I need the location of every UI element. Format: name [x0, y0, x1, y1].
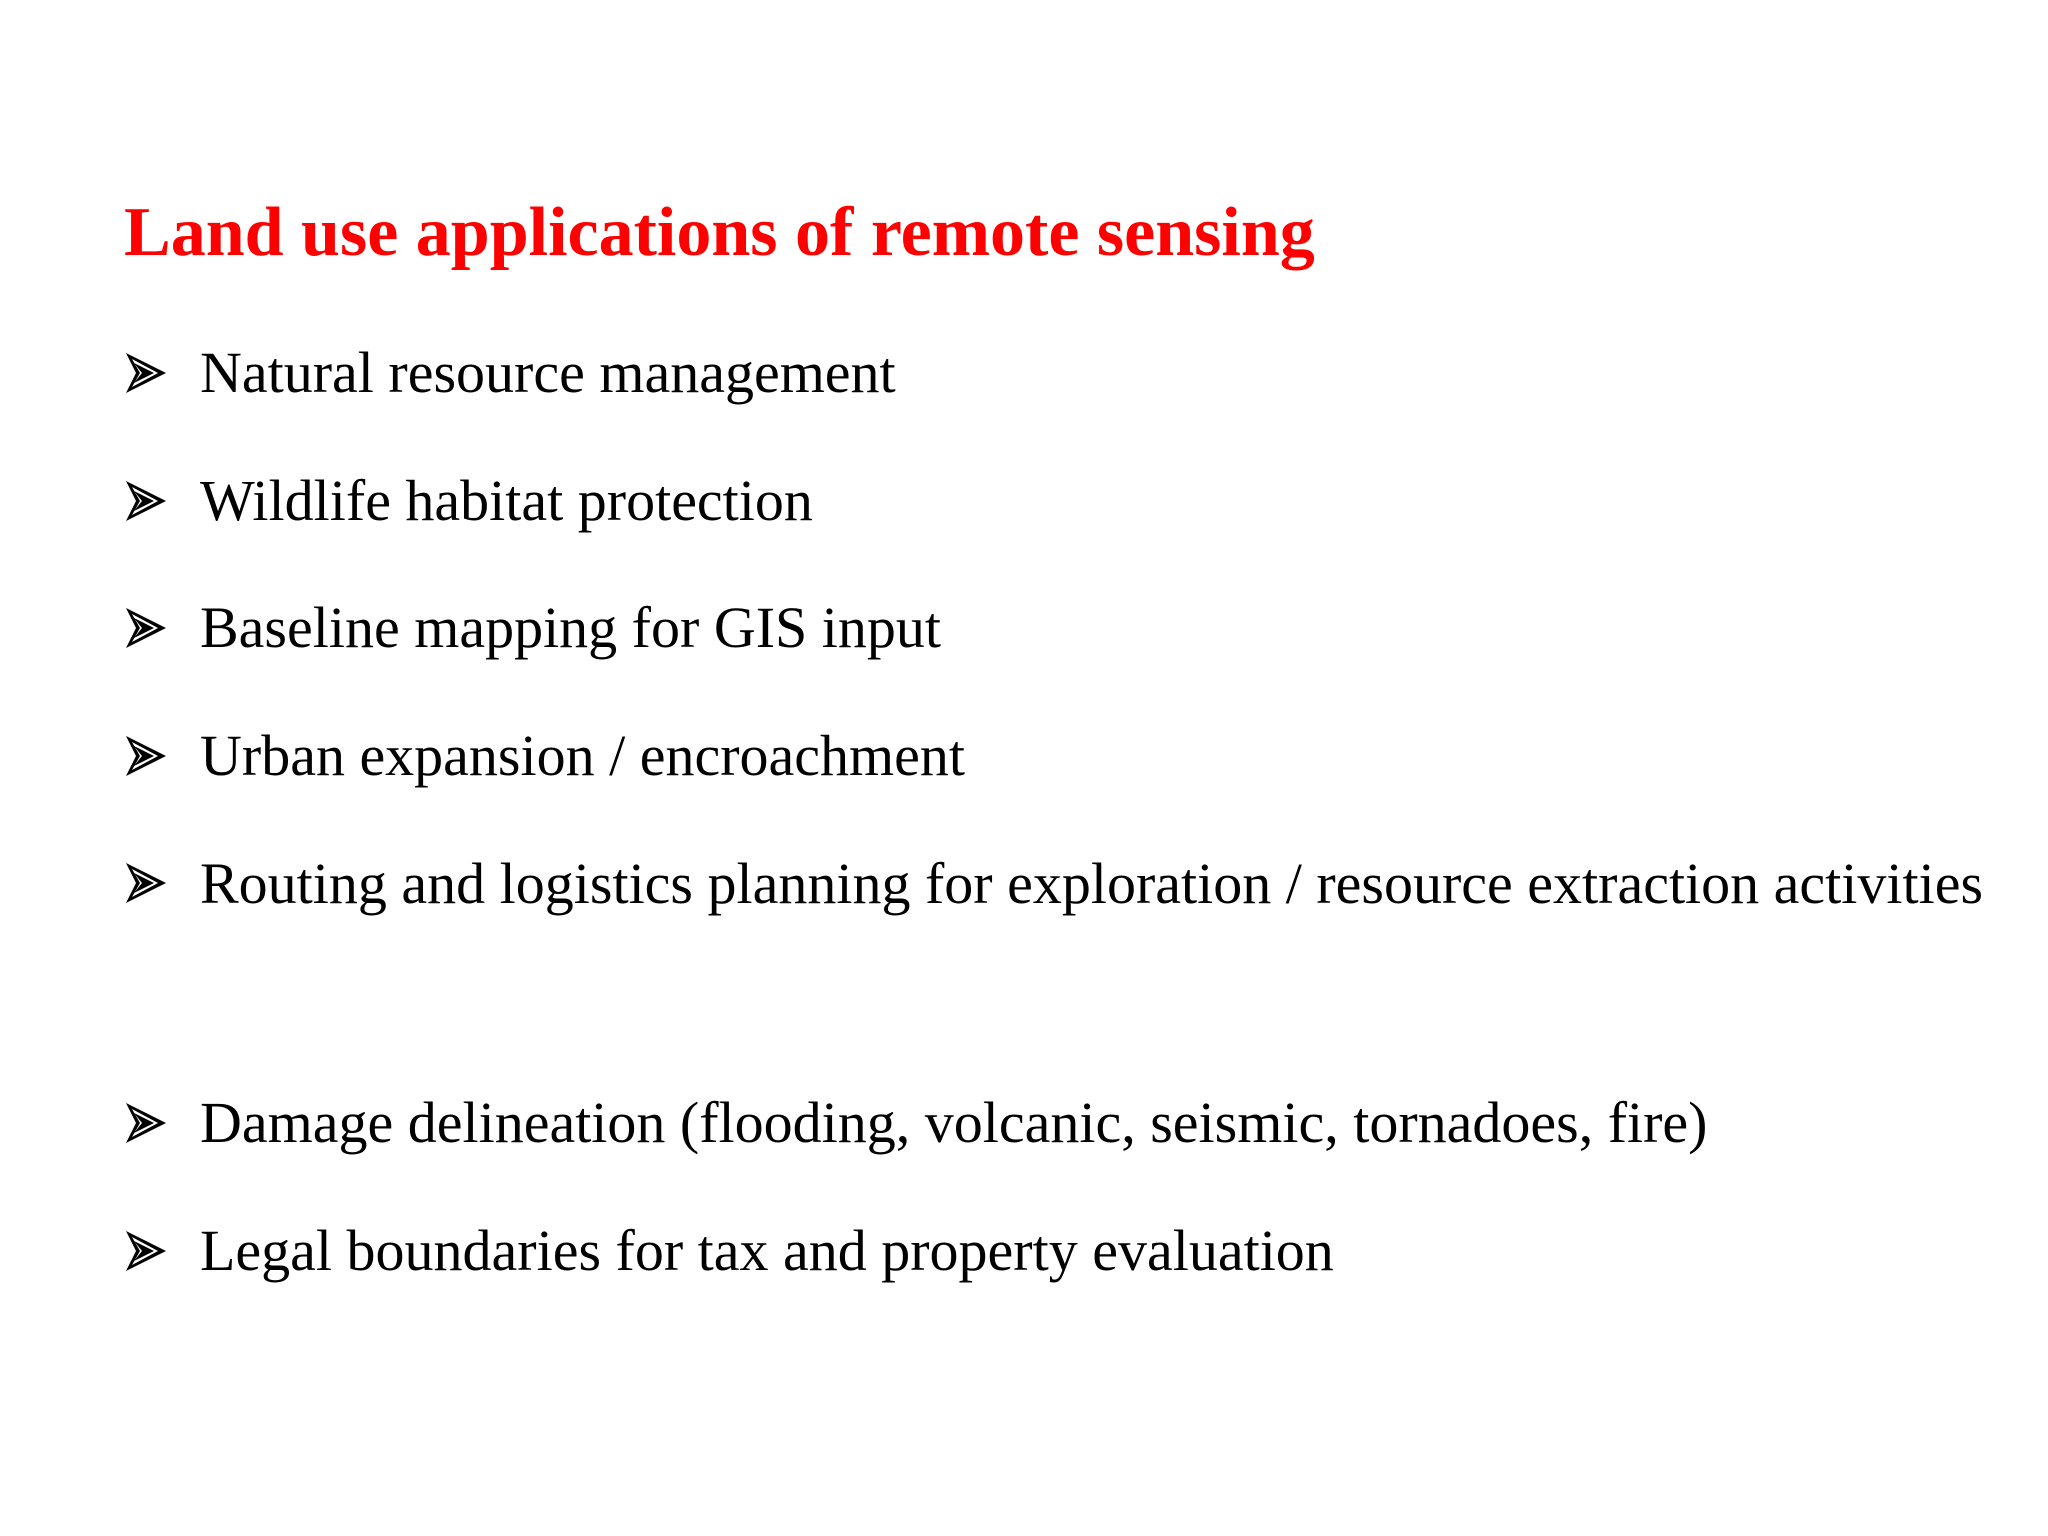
- bullet-text: Routing and logistics planning for exploration / resource extraction activities: [200, 851, 1984, 916]
- arrowhead-bullet-icon: [124, 606, 168, 650]
- arrowhead-bullet-icon: [124, 1229, 168, 1273]
- arrowhead-bullet-icon: [124, 861, 168, 905]
- bullet-text: Wildlife habitat protection: [200, 468, 813, 533]
- bullet-text: Damage delineation (flooding, volcanic, seismic, tornadoes, fire): [200, 1090, 1708, 1155]
- arrowhead-bullet-icon: [124, 734, 168, 778]
- bullet-text: Legal boundaries for tax and property evaluation: [200, 1218, 1334, 1283]
- arrowhead-bullet-icon: [124, 479, 168, 523]
- bullet-text: Baseline mapping for GIS input: [200, 595, 942, 660]
- slide-title: Land use applications of remote sensing: [124, 194, 1315, 271]
- bullet-text: Natural resource management: [200, 340, 896, 405]
- arrowhead-bullet-icon: [124, 351, 168, 395]
- arrowhead-bullet-icon: [124, 1101, 168, 1145]
- bullet-text: Urban expansion / encroachment: [200, 723, 965, 788]
